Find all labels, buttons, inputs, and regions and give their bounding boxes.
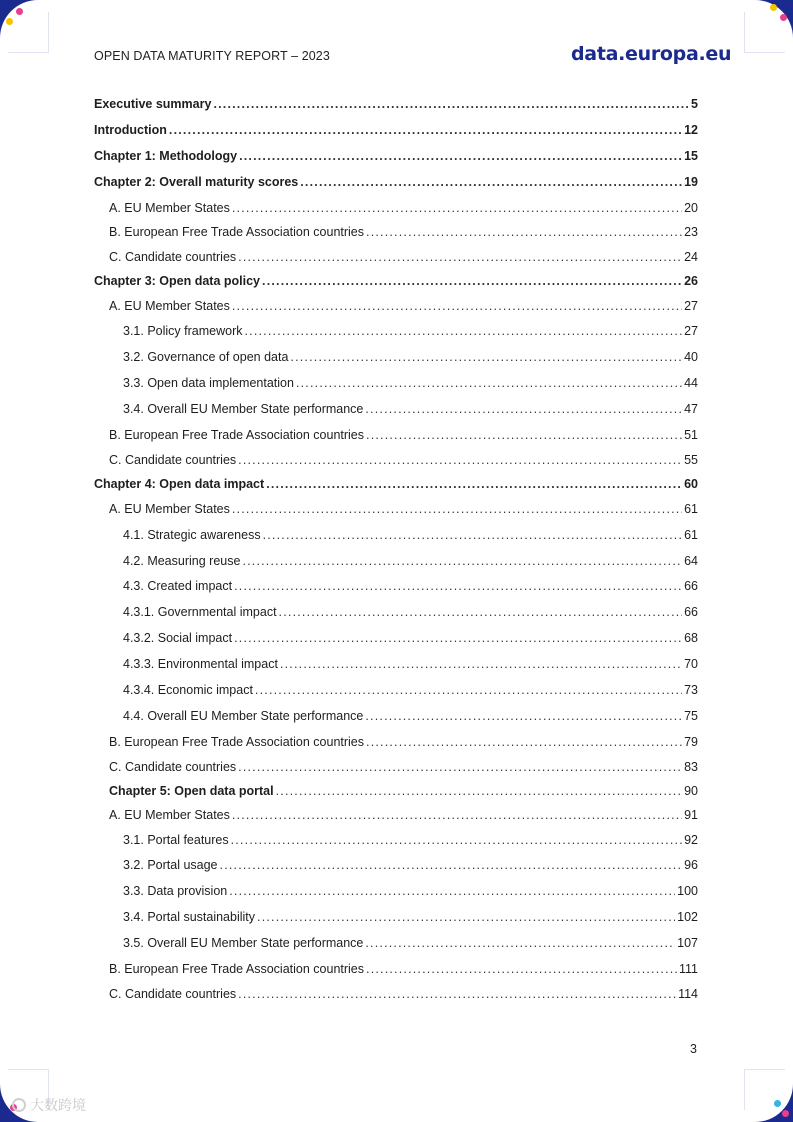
toc-leader-dots — [365, 709, 682, 723]
toc-leader-dots — [169, 123, 682, 137]
toc-leader-dots — [257, 910, 675, 924]
toc-entry-label: 3.1. Portal features — [123, 833, 229, 847]
toc-leader-dots — [296, 376, 682, 390]
toc-entry[interactable] — [109, 299, 698, 317]
toc-entry-label: Chapter 2: Overall maturity scores — [94, 175, 299, 189]
toc-leader-dots — [232, 201, 682, 215]
toc-entry-page: 79 — [684, 735, 698, 749]
toc-entry-label: A. EU Member States — [109, 299, 230, 313]
toc-leader-dots — [366, 735, 682, 749]
toc-entry-label: Chapter 5: Open data portal — [109, 784, 274, 798]
decor-dot — [6, 18, 13, 25]
toc-leader-dots — [365, 936, 675, 950]
toc-entry[interactable] — [94, 477, 698, 495]
toc-leader-dots — [255, 683, 682, 697]
toc-entry-page: 61 — [684, 502, 698, 516]
toc-entry[interactable] — [109, 502, 698, 520]
toc-entry-label: 4.3.1. Governmental impact — [123, 605, 277, 619]
toc-entry-page: 19 — [684, 175, 698, 189]
toc-leader-dots — [276, 784, 682, 798]
toc-entry-page: 73 — [684, 683, 698, 697]
toc-entry[interactable] — [123, 884, 698, 902]
toc-entry-page: 15 — [684, 149, 698, 163]
toc-entry-page: 90 — [684, 784, 698, 798]
toc-leader-dots — [366, 962, 677, 976]
decor-dot — [774, 1100, 781, 1107]
toc-leader-dots — [234, 631, 682, 645]
watermark — [12, 1095, 86, 1115]
toc-entry-label: Chapter 3: Open data policy — [94, 274, 261, 288]
toc-entry-label: Executive summary — [94, 97, 212, 111]
toc-entry-page: 64 — [684, 554, 698, 568]
toc-entry-label: A. EU Member States — [109, 808, 230, 822]
toc-entry-label: A. EU Member States — [109, 502, 230, 516]
toc-entry-page: 83 — [684, 760, 698, 774]
toc-entry[interactable] — [123, 657, 698, 675]
toc-leader-dots — [263, 528, 683, 542]
toc-leader-dots — [366, 428, 682, 442]
toc-entry[interactable] — [109, 453, 698, 471]
toc-entry[interactable] — [123, 579, 698, 597]
toc-entry-label: B. European Free Trade Association countries — [109, 735, 365, 749]
toc-entry[interactable] — [123, 936, 698, 954]
toc-entry[interactable] — [94, 274, 698, 292]
decor-dot — [16, 8, 23, 15]
toc-entry-label: 4.3.2. Social impact — [123, 631, 233, 645]
toc-leader-dots — [262, 274, 682, 288]
data-europa-logo: data.europa.eu — [571, 43, 732, 65]
toc-leader-dots — [279, 605, 683, 619]
toc-entry-page: 111 — [678, 962, 698, 976]
toc-entry-page: 60 — [684, 477, 698, 491]
toc-entry-label: C. Candidate countries — [109, 987, 237, 1001]
toc-leader-dots — [266, 477, 682, 491]
toc-entry[interactable] — [109, 760, 698, 778]
toc-leader-dots — [213, 97, 689, 111]
toc-entry-page: 27 — [684, 299, 698, 313]
toc-leader-dots — [232, 808, 682, 822]
toc-entry-page: 96 — [684, 858, 698, 872]
toc-entry-page: 102 — [677, 910, 698, 924]
toc-entry-label: Chapter 4: Open data impact — [94, 477, 265, 491]
toc-entry-label: B. European Free Trade Association countries — [109, 428, 365, 442]
toc-entry[interactable] — [123, 376, 698, 394]
toc-leader-dots — [239, 149, 682, 163]
toc-leader-dots — [290, 350, 682, 364]
toc-leader-dots — [232, 299, 682, 313]
watermark-text: 大数跨境 — [30, 1097, 86, 1113]
decor-dot — [782, 1110, 789, 1117]
toc-entry-page: 92 — [684, 833, 698, 847]
toc-leader-dots — [366, 225, 682, 239]
toc-leader-dots — [232, 502, 682, 516]
toc-entry-page: 27 — [684, 324, 698, 338]
toc-entry[interactable] — [109, 962, 698, 980]
toc-entry-page: 55 — [684, 453, 698, 467]
toc-leader-dots — [365, 402, 682, 416]
toc-leader-dots — [229, 884, 675, 898]
toc-entry[interactable] — [109, 201, 698, 219]
toc-entry-page: 24 — [684, 250, 698, 264]
toc-entry-page: 44 — [684, 376, 698, 390]
toc-entry[interactable] — [94, 97, 698, 115]
toc-entry-label: 3.3. Data provision — [123, 884, 228, 898]
toc-leader-dots — [242, 554, 682, 568]
toc-entry[interactable] — [109, 735, 698, 753]
toc-entry-label: 3.2. Governance of open data — [123, 350, 289, 364]
toc-entry-label: 4.3. Created impact — [123, 579, 233, 593]
toc-entry-page: 61 — [684, 528, 698, 542]
toc-entry-label: 4.3.3. Environmental impact — [123, 657, 278, 671]
toc-entry-page: 40 — [684, 350, 698, 364]
toc-entry-label: 4.1. Strategic awareness — [123, 528, 261, 542]
toc-entry[interactable] — [109, 987, 698, 1005]
toc-entry-page: 70 — [684, 657, 698, 671]
toc-entry-page: 51 — [684, 428, 698, 442]
toc-entry[interactable] — [123, 631, 698, 649]
toc-leader-dots — [300, 175, 682, 189]
toc-entry-label: 3.1. Policy framework — [123, 324, 243, 338]
toc-entry[interactable] — [123, 350, 698, 368]
toc-entry-page: 20 — [684, 201, 698, 215]
toc-entry-label: 4.2. Measuring reuse — [123, 554, 241, 568]
toc-entry-label: A. EU Member States — [109, 201, 230, 215]
toc-entry-page: 5 — [691, 97, 698, 111]
watermark-icon — [12, 1098, 26, 1112]
toc-entry-label: C. Candidate countries — [109, 760, 237, 774]
toc-entry-page: 23 — [684, 225, 698, 239]
decor-dot — [780, 14, 787, 21]
toc-leader-dots — [238, 250, 682, 264]
toc-entry[interactable] — [123, 858, 698, 876]
toc-entry[interactable] — [123, 910, 698, 928]
toc-entry[interactable] — [123, 528, 698, 546]
toc-entry-page: 114 — [678, 987, 698, 1001]
toc-leader-dots — [231, 833, 682, 847]
toc-leader-dots — [234, 579, 682, 593]
page-number: 3 — [690, 1042, 697, 1056]
toc-entry-page: 66 — [684, 579, 698, 593]
toc-entry[interactable] — [94, 123, 698, 141]
toc-leader-dots — [244, 324, 682, 338]
toc-entry-page: 26 — [684, 274, 698, 288]
toc-entry-label: 3.2. Portal usage — [123, 858, 218, 872]
toc-entry[interactable] — [123, 683, 698, 701]
toc-entry-page: 75 — [684, 709, 698, 723]
toc-entry-page: 68 — [684, 631, 698, 645]
toc-entry-label: 3.3. Open data implementation — [123, 376, 294, 390]
toc-entry-page: 12 — [684, 123, 698, 137]
toc-entry-page: 47 — [684, 402, 698, 416]
toc-leader-dots — [238, 760, 682, 774]
toc-entry-label: Introduction — [94, 123, 167, 137]
toc-entry-page: 66 — [684, 605, 698, 619]
toc-leader-dots — [238, 453, 682, 467]
toc-leader-dots — [280, 657, 682, 671]
toc-entry[interactable] — [109, 808, 698, 826]
toc-entry-label: 4.4. Overall EU Member State performance — [123, 709, 364, 723]
toc-entry-label: 3.5. Overall EU Member State performance — [123, 936, 364, 950]
toc-entry[interactable] — [109, 428, 698, 446]
toc-entry[interactable] — [94, 175, 698, 193]
toc-entry-label: 3.4. Portal sustainability — [123, 910, 256, 924]
toc-entry-page: 91 — [684, 808, 698, 822]
toc-entry[interactable] — [123, 324, 698, 342]
toc-entry-page: 100 — [677, 884, 698, 898]
toc-entry[interactable] — [109, 250, 698, 268]
toc-entry-label: 4.3.4. Economic impact — [123, 683, 253, 697]
toc-leader-dots — [238, 987, 676, 1001]
toc-entry-page: 107 — [677, 936, 698, 950]
toc-leader-dots — [220, 858, 683, 872]
toc-entry[interactable] — [123, 554, 698, 572]
toc-entry[interactable] — [123, 605, 698, 623]
toc-entry-label: C. Candidate countries — [109, 453, 237, 467]
toc-entry-label: Chapter 1: Methodology — [94, 149, 238, 163]
toc-entry-label: B. European Free Trade Association countries — [109, 225, 365, 239]
toc-entry[interactable] — [109, 784, 698, 802]
toc-entry[interactable] — [123, 709, 698, 727]
toc-entry[interactable] — [109, 225, 698, 243]
decor-dot — [770, 4, 777, 11]
toc-entry[interactable] — [123, 833, 698, 851]
toc-entry[interactable] — [123, 402, 698, 420]
toc-entry[interactable] — [94, 149, 698, 167]
toc-entry-label: 3.4. Overall EU Member State performance — [123, 402, 364, 416]
toc-entry-label: C. Candidate countries — [109, 250, 237, 264]
toc-entry-label: B. European Free Trade Association countries — [109, 962, 365, 976]
report-header-title: OPEN DATA MATURITY REPORT – 2023 — [94, 49, 330, 63]
